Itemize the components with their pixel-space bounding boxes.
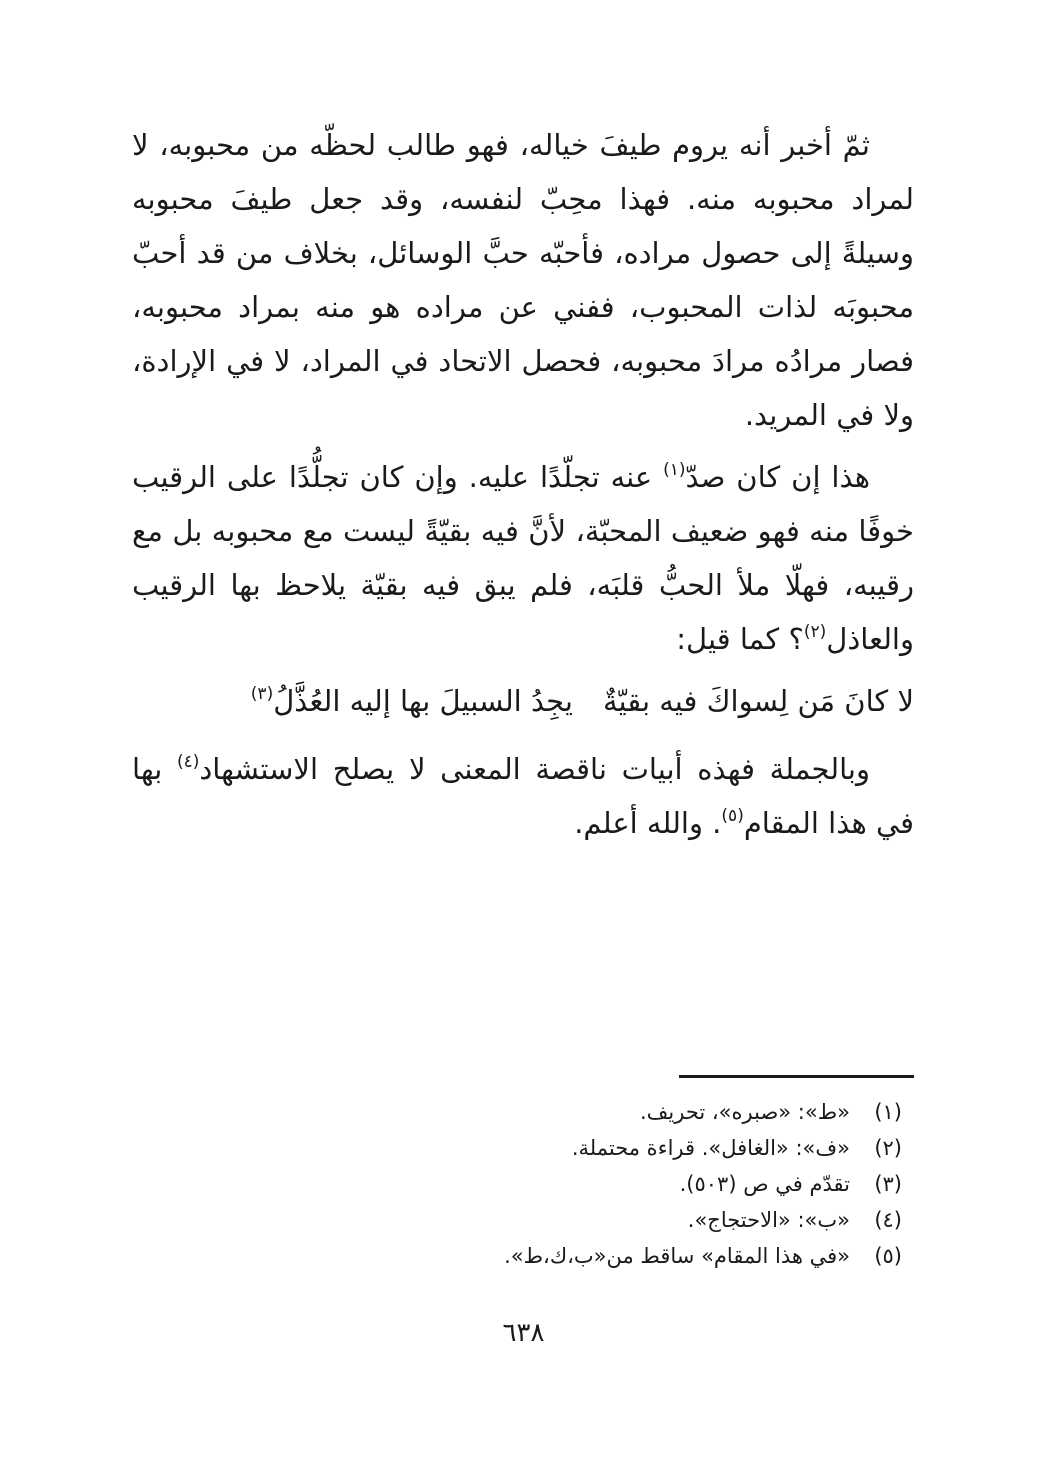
paragraph-3-text-end: . والله أعلم. bbox=[574, 806, 722, 840]
paragraph-2-text-end: ؟ كما قيل: bbox=[676, 622, 804, 656]
paragraph-2 bbox=[132, 450, 914, 666]
verse-second-hemistich-text: يجِدُ السبيلَ بها إليه العُذَّلُ bbox=[273, 684, 573, 718]
footnote-item bbox=[142, 1202, 902, 1238]
paragraph-1 bbox=[132, 118, 914, 442]
footnote-text: «ف»: «الغافل». قراءة محتملة. bbox=[571, 1136, 850, 1160]
footnote-number: (٤) bbox=[874, 1208, 902, 1232]
footnote-ref-5[interactable]: (٥) bbox=[721, 806, 744, 826]
paragraph-3 bbox=[132, 742, 914, 850]
footnote-item bbox=[142, 1094, 902, 1130]
main-text bbox=[132, 118, 914, 858]
poetry-verse bbox=[132, 674, 914, 728]
paragraph-2-text-middle: عنه تجلّدًا عليه. وإن كان تجلُّدًا على الرقيب خوفًا منه فهو ضعيف المحبّة، لأنَّ فيه بقيّةً ليست مع محبوبه بل مع رقيبه، فهلّا ملأ الحبُّ قلبَه، فلم يبق فيه بقيّة يلاحظ بها الرقيب والعاذل bbox=[132, 460, 914, 656]
verse-second-hemistich bbox=[251, 674, 573, 728]
verse-first-hemistich: لا كانَ مَن لِسواكَ فيه بقيّةٌ bbox=[602, 684, 914, 718]
footnote-item bbox=[142, 1166, 902, 1202]
paragraph-1-text: ثمّ أخبر أنه يروم طيفَ خياله، فهو طالب لحظّه من محبوبه، لا لمراد محبوبه منه. فهذا محِبّ لنفسه، وقد جعل طيفَ محبوبه وسيلةً إلى حصول مراده، فأحبّه حبَّ الوسائل، بخلاف من قد أحبّ محبوبَه لذات المحبوب، ففني عن مراده هو منه بمراد محبوبه، فصار مرادُه مرادَ محبوبه، فحصل الاتحاد في المراد، لا في الإرادة، ولا في المريد. bbox=[132, 128, 914, 432]
paragraph-3-text-middle: بها في هذا المقام bbox=[132, 752, 914, 840]
footnote-ref-2[interactable]: (٢) bbox=[803, 622, 827, 642]
footnote-ref-3[interactable]: (٣) bbox=[250, 684, 274, 704]
paragraph-3-text-start: وبالجملة فهذه أبيات ناقصة المعنى لا يصلح الاستشهاد bbox=[199, 752, 870, 786]
footnote-divider bbox=[679, 1075, 914, 1078]
footnote-number: (١) bbox=[874, 1100, 902, 1124]
footnote-item bbox=[142, 1238, 902, 1274]
footnote-number: (٢) bbox=[874, 1136, 902, 1160]
footnote-item bbox=[142, 1130, 902, 1166]
footnote-number: (٣) bbox=[874, 1172, 902, 1196]
paragraph-2-text-start: هذا إن كان صدّ bbox=[685, 460, 870, 494]
footnote-ref-1[interactable]: (١) bbox=[663, 460, 686, 480]
footnote-text: «ب»: «الاحتجاج». bbox=[687, 1208, 850, 1232]
footnote-text: «في هذا المقام» ساقط من«ب،ك،ط». bbox=[504, 1244, 850, 1268]
page-number: ٦٣٨ bbox=[502, 1318, 545, 1348]
footnote-text: تقدّم في ص (٥٠٣). bbox=[679, 1172, 850, 1196]
footnote-text: «ط»: «صبره»، تحريف. bbox=[639, 1100, 850, 1124]
footnote-number: (٥) bbox=[874, 1244, 902, 1268]
footnote-ref-4[interactable]: (٤) bbox=[176, 752, 200, 772]
footnotes-list bbox=[142, 1094, 902, 1274]
